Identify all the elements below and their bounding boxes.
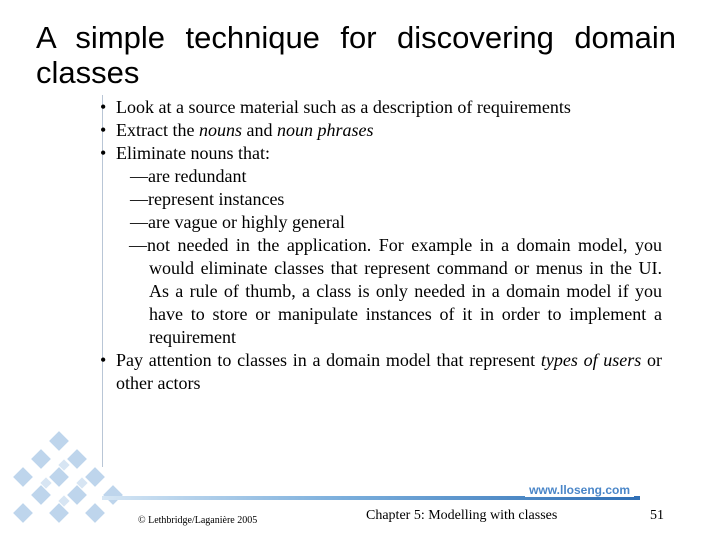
bullet-emphasis: noun phrases (276, 120, 374, 140)
bullet-text: Eliminate nouns that: (116, 143, 270, 163)
bullet-item (100, 142, 662, 165)
bullet-dot: • (100, 120, 107, 140)
bullet-text: and (241, 120, 277, 140)
bullet-dot: • (100, 97, 107, 117)
slide-title: A simple technique for discovering domain classes (36, 20, 676, 90)
sub-item: —are redundant (130, 166, 247, 186)
page-number: 51 (650, 508, 664, 523)
bullet-list (100, 96, 662, 395)
bullet-emphasis: types of users (540, 350, 642, 370)
bullet-item (100, 96, 662, 119)
bullet-emphasis: nouns (198, 120, 242, 140)
sub-item: —not needed in the application. For example in a domain model, you would eliminate classes that represent command or menus in the UI. As a rule of thumb, a class is only needed in a domain model if you have to store or manipulate instances of it in order to implement a requirement (129, 235, 662, 347)
sub-item: —represent instances (130, 189, 285, 209)
site-url: www.lloseng.com (525, 483, 634, 497)
bullet-item (100, 349, 662, 395)
bullet-item (100, 119, 662, 142)
bullet-text: Look at a source material such as a description of requirements (116, 97, 571, 117)
chapter-label: Chapter 5: Modelling with classes (366, 508, 558, 523)
bullet-text: Pay attention to classes in a domain model that represent (116, 350, 541, 370)
decorative-diamond-pattern (0, 430, 140, 540)
bullet-dot: • (100, 143, 107, 163)
bullet-text: or other actors (116, 350, 662, 393)
bullet-text: Extract the (116, 120, 199, 140)
copyright-text: © Lethbridge/Laganière 2005 (138, 515, 258, 526)
sub-item: —are vague or highly general (130, 212, 345, 232)
bullet-dot: • (100, 350, 107, 370)
